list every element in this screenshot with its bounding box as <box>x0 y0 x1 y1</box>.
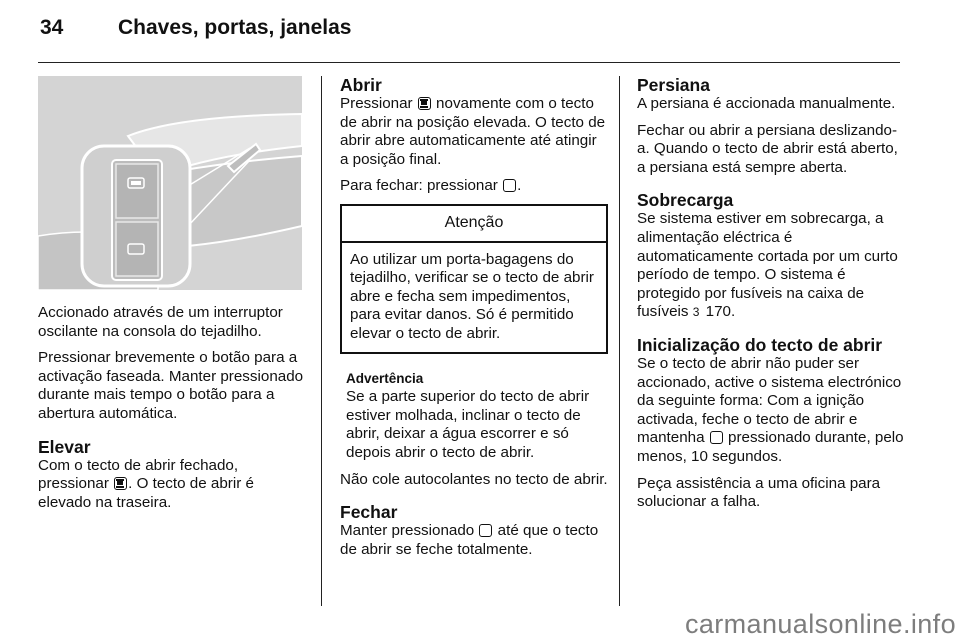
close-instruction <box>340 177 608 196</box>
abrir-text-a: Pressionar <box>340 95 417 112</box>
press-paragraph: Pressionar brevemente o botão para a activação faseada. Manter pressionado durante mais tempo o botão para a abertura automática. <box>38 349 304 422</box>
sobrecarga-text-a: Se sistema estiver em sobrecarga, a alimentação eléctrica é automaticamente cortada por um curto período de tempo. O sistema é protegido por fusíveis na caixa de fusíveis <box>637 210 898 321</box>
heading-elevar: Elevar <box>38 436 91 457</box>
abrir-paragraph <box>340 95 608 169</box>
elevar-text-b: . O tecto de abrir é elevado na traseira. <box>38 475 254 511</box>
switch-illustration <box>38 76 302 290</box>
close-button-icon <box>710 431 723 444</box>
watermark: carmanualsonline.info <box>684 609 956 639</box>
close-text-a: Para fechar: pressionar <box>340 177 503 195</box>
roof-console-drawing <box>38 76 302 290</box>
warning-title: Advertência <box>346 370 424 386</box>
heading-persiana: Persiana <box>637 75 710 95</box>
open-button-icon <box>418 97 431 110</box>
persiana-paragraph-2: Fechar ou abrir a persiana deslizando-a. Quando o tecto de abrir está aberto, a persiana está sempre aberta. <box>637 121 898 176</box>
elevar-text-a: Com o tecto de abrir fechado, pressionar <box>38 456 239 493</box>
heading-inicializacao: Inicialização do tecto de abrir <box>637 334 883 355</box>
chapter-title: Chaves, portas, janelas <box>118 16 352 39</box>
heading-sobrecarga: Sobrecarga <box>637 190 734 211</box>
column-middle <box>340 76 608 567</box>
heading-fechar: Fechar <box>340 502 398 523</box>
persiana-paragraph-1: A persiana é accionada manualmente. <box>637 95 896 112</box>
column-left <box>38 76 306 520</box>
close-text-b: . <box>517 177 522 195</box>
attention-body: Ao utilizar um porta-bagagens do tejadilho, verificar se o tecto de abrir abre e fecha sem impedimentos, para evitar danos. Só é permitido elevar o tecto de abrir. <box>350 250 594 342</box>
init-text-a: Se o tecto de abrir não puder ser accionado, active o sistema electrónico da seguinte forma: Com a ignição activada, feche o tecto de abrir e mantenha <box>637 354 902 447</box>
elevar-paragraph <box>38 457 306 513</box>
close-button-icon <box>503 179 516 192</box>
page-number: 34 <box>40 16 64 39</box>
sobrecarga-text-b: 170. <box>701 303 736 321</box>
fechar-paragraph <box>340 522 608 559</box>
page-header <box>40 16 351 46</box>
assist-paragraph: Peça assistência a uma oficina para solucionar a falha. <box>637 474 881 511</box>
column-divider <box>321 76 322 606</box>
close-button-icon <box>479 524 492 537</box>
init-text-b: pressionado durante, pelo menos, 10 segundos. <box>637 429 904 465</box>
init-paragraph <box>637 355 905 467</box>
column-divider <box>619 76 620 606</box>
fechar-text-b: até que o tecto de abrir se feche totalmente. <box>340 522 599 558</box>
tilt-button-icon <box>114 477 127 490</box>
header-rule <box>38 62 900 63</box>
abrir-text-b: novamente com o tecto de abrir na posição elevada. O tecto de abrir abre automaticamente até atingir a posição final. <box>340 95 606 168</box>
warning-body: Se a parte superior do tecto de abrir estiver molhada, inclinar o tecto de abrir, deixar a água escorrer e só depois abrir o tecto de abrir. <box>346 388 590 461</box>
attention-box <box>340 204 608 354</box>
fechar-text-a: Manter pressionado <box>340 522 479 540</box>
page-reference-icon: 3 <box>692 305 700 320</box>
intro-paragraph: Accionado através de um interruptor oscilante na consola do tejadilho. <box>38 304 283 340</box>
heading-abrir: Abrir <box>340 75 382 95</box>
attention-title: Atenção <box>342 206 606 243</box>
column-right <box>637 76 905 520</box>
stickers-paragraph: Não cole autocolantes no tecto de abrir. <box>340 470 608 488</box>
sobrecarga-paragraph <box>637 210 905 322</box>
